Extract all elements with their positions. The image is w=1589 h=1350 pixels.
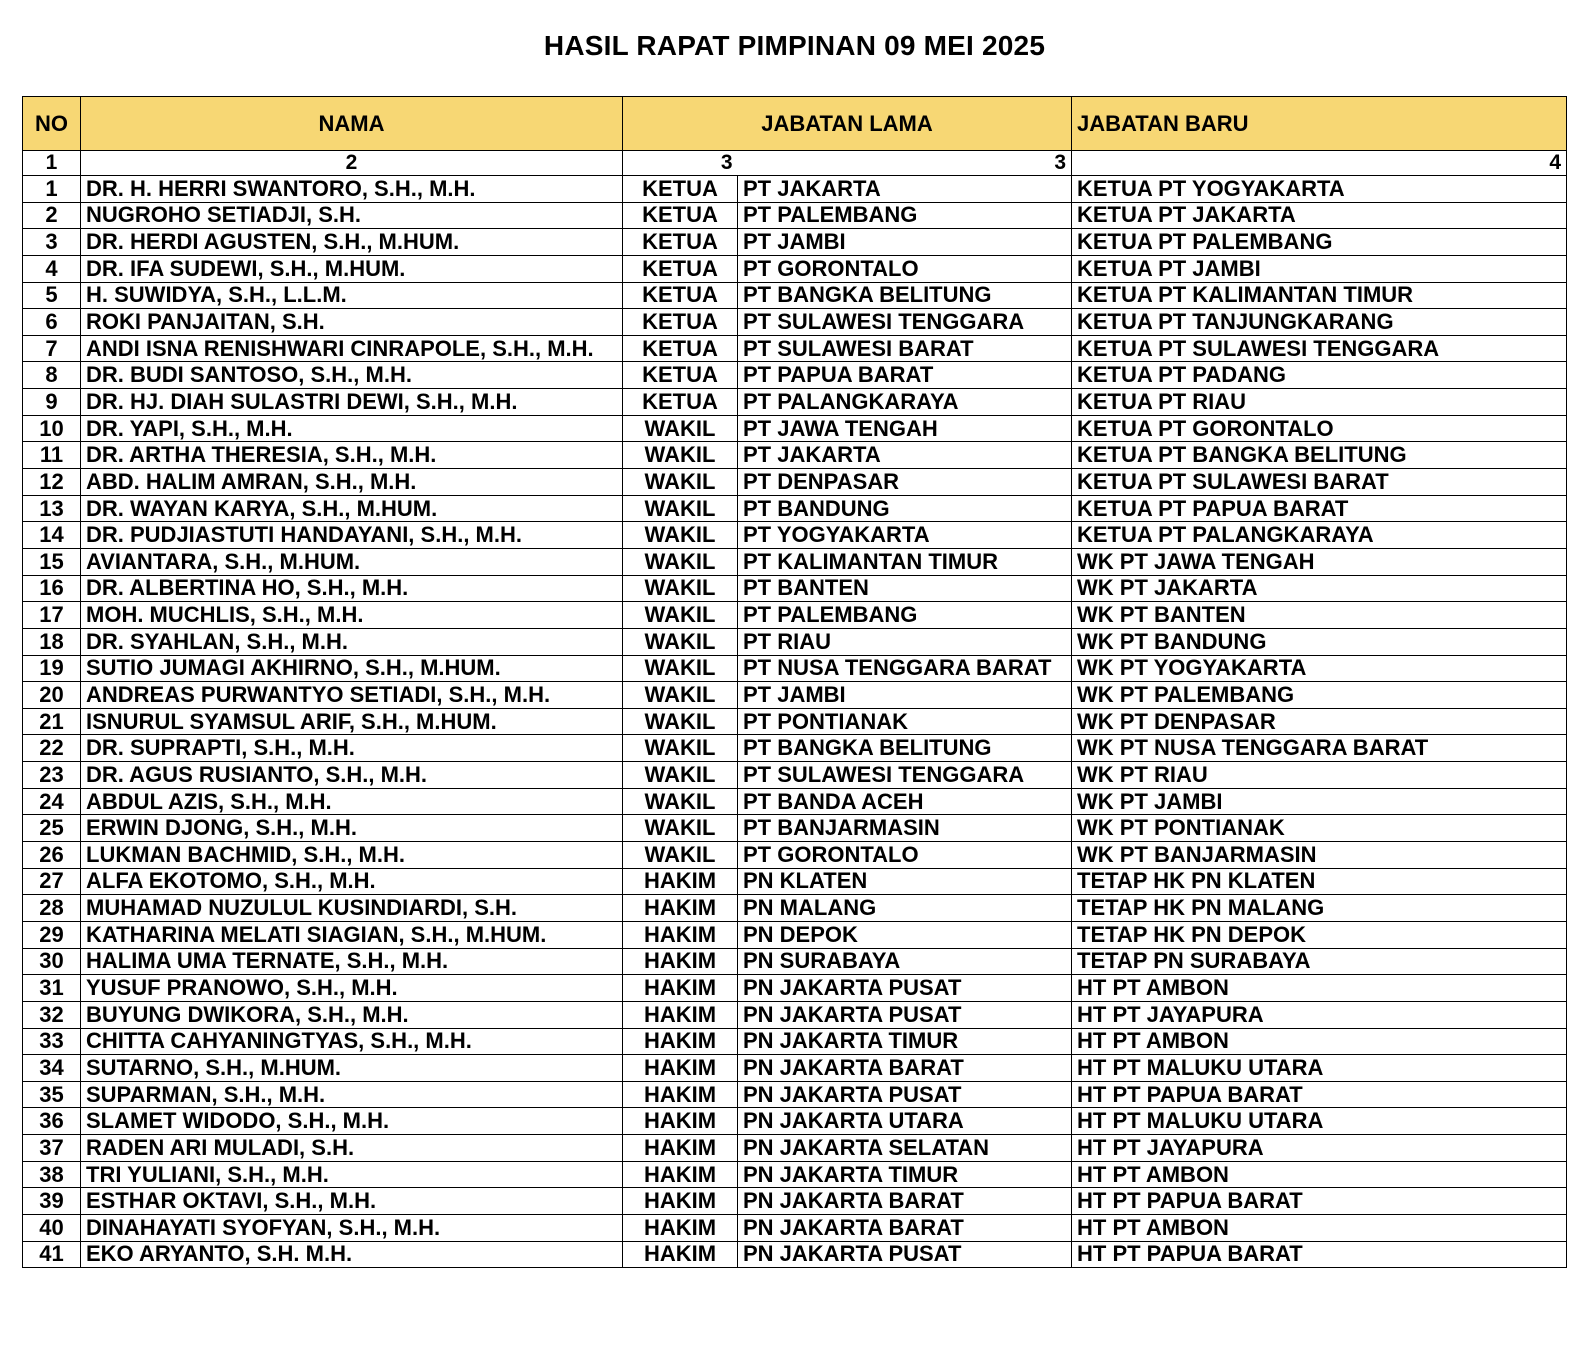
row-number: 10 — [23, 415, 81, 442]
old-office: PN JAKARTA PUSAT — [738, 1241, 1072, 1268]
old-office: PN JAKARTA PUSAT — [738, 1081, 1072, 1108]
old-position: KETUA — [623, 309, 738, 336]
new-position: WK PT JAMBI — [1072, 788, 1567, 815]
old-office: PT YOGYAKARTA — [738, 522, 1072, 549]
old-office: PN DEPOK — [738, 921, 1072, 948]
old-office: PT GORONTALO — [738, 842, 1072, 869]
table-row — [23, 948, 1567, 975]
row-number: 28 — [23, 895, 81, 922]
table-row — [23, 655, 1567, 682]
new-position: HT PT MALUKU UTARA — [1072, 1055, 1567, 1082]
old-office: PT JAKARTA — [738, 442, 1072, 469]
person-name: DR. PUDJIASTUTI HANDAYANI, S.H., M.H. — [81, 522, 623, 549]
new-position: KETUA PT SULAWESI TENGGARA — [1072, 335, 1567, 362]
new-position: HT PT JAYAPURA — [1072, 1001, 1567, 1028]
column-number: 1 — [23, 151, 81, 176]
old-office: PT JAMBI — [738, 229, 1072, 256]
person-name: DR. WAYAN KARYA, S.H., M.HUM. — [81, 495, 623, 522]
row-number: 39 — [23, 1188, 81, 1215]
old-office: PN JAKARTA TIMUR — [738, 1161, 1072, 1188]
old-office: PN JAKARTA TIMUR — [738, 1028, 1072, 1055]
old-office: PT DENPASAR — [738, 469, 1072, 496]
old-office: PT BANDA ACEH — [738, 788, 1072, 815]
old-office: PT PONTIANAK — [738, 708, 1072, 735]
new-position: KETUA PT GORONTALO — [1072, 415, 1567, 442]
person-name: KATHARINA MELATI SIAGIAN, S.H., M.HUM. — [81, 921, 623, 948]
person-name: DR. HJ. DIAH SULASTRI DEWI, S.H., M.H. — [81, 389, 623, 416]
new-position: WK PT DENPASAR — [1072, 708, 1567, 735]
row-number: 14 — [23, 522, 81, 549]
old-position: KETUA — [623, 255, 738, 282]
row-number: 3 — [23, 229, 81, 256]
new-position: TETAP HK PN DEPOK — [1072, 921, 1567, 948]
person-name: TRI YULIANI, S.H., M.H. — [81, 1161, 623, 1188]
old-position: HAKIM — [623, 1108, 738, 1135]
old-position: WAKIL — [623, 735, 738, 762]
old-office: PN JAKARTA PUSAT — [738, 1001, 1072, 1028]
person-name: ANDI ISNA RENISHWARI CINRAPOLE, S.H., M.H. — [81, 335, 623, 362]
table-row — [23, 735, 1567, 762]
row-number: 1 — [23, 176, 81, 203]
table-row — [23, 788, 1567, 815]
table-row — [23, 708, 1567, 735]
table-row — [23, 415, 1567, 442]
old-office: PN JAKARTA UTARA — [738, 1108, 1072, 1135]
row-number: 16 — [23, 575, 81, 602]
table-row — [23, 1161, 1567, 1188]
document-title: HASIL RAPAT PIMPINAN 09 MEI 2025 — [543, 30, 1046, 61]
person-name: BUYUNG DWIKORA, S.H., M.H. — [81, 1001, 623, 1028]
old-position: HAKIM — [623, 1241, 738, 1268]
row-number: 37 — [23, 1135, 81, 1162]
old-office: PT GORONTALO — [738, 255, 1072, 282]
row-number: 17 — [23, 602, 81, 629]
row-number: 11 — [23, 442, 81, 469]
old-office: PT JAMBI — [738, 682, 1072, 709]
table-row — [23, 389, 1567, 416]
row-number: 8 — [23, 362, 81, 389]
person-name: MOH. MUCHLIS, S.H., M.H. — [81, 602, 623, 629]
old-office: PN JAKARTA SELATAN — [738, 1135, 1072, 1162]
person-name: YUSUF PRANOWO, S.H., M.H. — [81, 975, 623, 1002]
new-position: WK PT BANTEN — [1072, 602, 1567, 629]
person-name: DR. ALBERTINA HO, S.H., M.H. — [81, 575, 623, 602]
new-position: WK PT JAWA TENGAH — [1072, 548, 1567, 575]
new-position: KETUA PT PALANGKARAYA — [1072, 522, 1567, 549]
person-name: LUKMAN BACHMID, S.H., M.H. — [81, 842, 623, 869]
person-name: ALFA EKOTOMO, S.H., M.H. — [81, 868, 623, 895]
old-position: HAKIM — [623, 1161, 738, 1188]
old-position: HAKIM — [623, 1001, 738, 1028]
new-position: KETUA PT JAKARTA — [1072, 202, 1567, 229]
person-name: HALIMA UMA TERNATE, S.H., M.H. — [81, 948, 623, 975]
row-number: 36 — [23, 1108, 81, 1135]
column-number: 4 — [1072, 151, 1567, 176]
row-number: 20 — [23, 682, 81, 709]
person-name: AVIANTARA, S.H., M.HUM. — [81, 548, 623, 575]
table-row — [23, 1188, 1567, 1215]
person-name: DR. ARTHA THERESIA, S.H., M.H. — [81, 442, 623, 469]
person-name: ANDREAS PURWANTYO SETIADI, S.H., M.H. — [81, 682, 623, 709]
old-position: KETUA — [623, 176, 738, 203]
new-position: WK PT PONTIANAK — [1072, 815, 1567, 842]
column-number: 2 — [81, 151, 623, 176]
new-position: HT PT AMBON — [1072, 1161, 1567, 1188]
new-position: KETUA PT JAMBI — [1072, 255, 1567, 282]
table-row — [23, 469, 1567, 496]
old-office: PT SULAWESI BARAT — [738, 335, 1072, 362]
person-name: DINAHAYATI SYOFYAN, S.H., M.H. — [81, 1214, 623, 1241]
old-position: HAKIM — [623, 1135, 738, 1162]
table-row — [23, 1055, 1567, 1082]
person-name: ERWIN DJONG, S.H., M.H. — [81, 815, 623, 842]
old-position: WAKIL — [623, 655, 738, 682]
new-position: HT PT AMBON — [1072, 975, 1567, 1002]
person-name: DR. HERDI AGUSTEN, S.H., M.HUM. — [81, 229, 623, 256]
old-position: KETUA — [623, 335, 738, 362]
table-row — [23, 842, 1567, 869]
row-number: 32 — [23, 1001, 81, 1028]
table-row — [23, 1001, 1567, 1028]
row-number: 7 — [23, 335, 81, 362]
old-office: PT SULAWESI TENGGARA — [738, 309, 1072, 336]
person-name: SUTARNO, S.H., M.HUM. — [81, 1055, 623, 1082]
new-position: HT PT JAYAPURA — [1072, 1135, 1567, 1162]
new-position: TETAP HK PN KLATEN — [1072, 868, 1567, 895]
old-position: WAKIL — [623, 815, 738, 842]
new-position: KETUA PT PALEMBANG — [1072, 229, 1567, 256]
old-office: PT BANTEN — [738, 575, 1072, 602]
table-row — [23, 176, 1567, 203]
table-row — [23, 762, 1567, 789]
table-row — [23, 229, 1567, 256]
new-position: WK PT BANDUNG — [1072, 628, 1567, 655]
table-row — [23, 362, 1567, 389]
header-jabatan-lama: JABATAN LAMA — [623, 97, 1072, 151]
table-row — [23, 682, 1567, 709]
old-position: KETUA — [623, 282, 738, 309]
old-office: PT JAKARTA — [738, 176, 1072, 203]
row-number: 27 — [23, 868, 81, 895]
table-row — [23, 522, 1567, 549]
person-name: SLAMET WIDODO, S.H., M.H. — [81, 1108, 623, 1135]
person-name: DR. SUPRAPTI, S.H., M.H. — [81, 735, 623, 762]
table-row — [23, 895, 1567, 922]
new-position: WK PT RIAU — [1072, 762, 1567, 789]
person-name: ROKI PANJAITAN, S.H. — [81, 309, 623, 336]
row-number: 9 — [23, 389, 81, 416]
row-number: 15 — [23, 548, 81, 575]
person-name: SUTIO JUMAGI AKHIRNO, S.H., M.HUM. — [81, 655, 623, 682]
row-number: 18 — [23, 628, 81, 655]
old-position: WAKIL — [623, 415, 738, 442]
row-number: 2 — [23, 202, 81, 229]
person-name: RADEN ARI MULADI, S.H. — [81, 1135, 623, 1162]
header-jabatan-baru: JABATAN BARU — [1072, 97, 1567, 151]
new-position: TETAP PN SURABAYA — [1072, 948, 1567, 975]
results-table — [22, 96, 1567, 1268]
old-position: WAKIL — [623, 842, 738, 869]
row-number: 4 — [23, 255, 81, 282]
table-row — [23, 1241, 1567, 1268]
old-position: WAKIL — [623, 548, 738, 575]
row-number: 31 — [23, 975, 81, 1002]
old-office: PT NUSA TENGGARA BARAT — [738, 655, 1072, 682]
row-number: 41 — [23, 1241, 81, 1268]
person-name: ABD. HALIM AMRAN, S.H., M.H. — [81, 469, 623, 496]
old-office: PT BANJARMASIN — [738, 815, 1072, 842]
row-number: 25 — [23, 815, 81, 842]
person-name: EKO ARYANTO, S.H. M.H. — [81, 1241, 623, 1268]
row-number: 38 — [23, 1161, 81, 1188]
new-position: KETUA PT BANGKA BELITUNG — [1072, 442, 1567, 469]
row-number: 30 — [23, 948, 81, 975]
table-row — [23, 335, 1567, 362]
old-position: WAKIL — [623, 522, 738, 549]
column-number: 3 — [623, 151, 738, 176]
new-position: HT PT MALUKU UTARA — [1072, 1108, 1567, 1135]
new-position: KETUA PT PAPUA BARAT — [1072, 495, 1567, 522]
old-position: KETUA — [623, 389, 738, 416]
row-number: 22 — [23, 735, 81, 762]
old-position: HAKIM — [623, 1214, 738, 1241]
new-position: KETUA PT KALIMANTAN TIMUR — [1072, 282, 1567, 309]
old-office: PN KLATEN — [738, 868, 1072, 895]
old-office: PN JAKARTA BARAT — [738, 1188, 1072, 1215]
old-position: HAKIM — [623, 975, 738, 1002]
row-number: 6 — [23, 309, 81, 336]
new-position: WK PT JAKARTA — [1072, 575, 1567, 602]
person-name: ISNURUL SYAMSUL ARIF, S.H., M.HUM. — [81, 708, 623, 735]
old-position: WAKIL — [623, 469, 738, 496]
old-office: PT PALANGKARAYA — [738, 389, 1072, 416]
person-name: NUGROHO SETIADJI, S.H. — [81, 202, 623, 229]
old-position: HAKIM — [623, 1028, 738, 1055]
old-office: PN SURABAYA — [738, 948, 1072, 975]
row-number: 40 — [23, 1214, 81, 1241]
new-position: KETUA PT TANJUNGKARANG — [1072, 309, 1567, 336]
table-row — [23, 1214, 1567, 1241]
person-name: DR. AGUS RUSIANTO, S.H., M.H. — [81, 762, 623, 789]
old-office: PT BANGKA BELITUNG — [738, 282, 1072, 309]
table-row — [23, 548, 1567, 575]
new-position: KETUA PT PADANG — [1072, 362, 1567, 389]
old-position: WAKIL — [623, 708, 738, 735]
old-position: WAKIL — [623, 762, 738, 789]
row-number: 21 — [23, 708, 81, 735]
old-office: PN JAKARTA BARAT — [738, 1055, 1072, 1082]
old-position: WAKIL — [623, 628, 738, 655]
new-position: TETAP HK PN MALANG — [1072, 895, 1567, 922]
old-position: HAKIM — [623, 921, 738, 948]
header-no: NO — [23, 97, 81, 151]
row-number: 33 — [23, 1028, 81, 1055]
row-number: 5 — [23, 282, 81, 309]
old-position: HAKIM — [623, 1055, 738, 1082]
row-number: 19 — [23, 655, 81, 682]
old-position: HAKIM — [623, 1188, 738, 1215]
old-office: PT JAWA TENGAH — [738, 415, 1072, 442]
old-office: PT PAPUA BARAT — [738, 362, 1072, 389]
old-position: HAKIM — [623, 895, 738, 922]
person-name: DR. YAPI, S.H., M.H. — [81, 415, 623, 442]
row-number: 34 — [23, 1055, 81, 1082]
column-number-row — [23, 151, 1567, 176]
person-name: CHITTA CAHYANINGTYAS, S.H., M.H. — [81, 1028, 623, 1055]
old-position: WAKIL — [623, 442, 738, 469]
row-number: 23 — [23, 762, 81, 789]
old-position: WAKIL — [623, 788, 738, 815]
new-position: KETUA PT SULAWESI BARAT — [1072, 469, 1567, 496]
table-row — [23, 628, 1567, 655]
old-office: PN JAKARTA PUSAT — [738, 975, 1072, 1002]
old-office: PN JAKARTA BARAT — [738, 1214, 1072, 1241]
old-position: KETUA — [623, 229, 738, 256]
old-position: HAKIM — [623, 1081, 738, 1108]
old-office: PT SULAWESI TENGGARA — [738, 762, 1072, 789]
old-office: PT KALIMANTAN TIMUR — [738, 548, 1072, 575]
old-position: HAKIM — [623, 868, 738, 895]
person-name: DR. BUDI SANTOSO, S.H., M.H. — [81, 362, 623, 389]
old-position: WAKIL — [623, 682, 738, 709]
header-row — [23, 97, 1567, 151]
old-position: KETUA — [623, 202, 738, 229]
new-position: HT PT AMBON — [1072, 1028, 1567, 1055]
table-row — [23, 309, 1567, 336]
old-office: PT BANDUNG — [738, 495, 1072, 522]
old-position: WAKIL — [623, 575, 738, 602]
new-position: HT PT PAPUA BARAT — [1072, 1241, 1567, 1268]
table-row — [23, 1081, 1567, 1108]
person-name: ABDUL AZIS, S.H., M.H. — [81, 788, 623, 815]
new-position: WK PT BANJARMASIN — [1072, 842, 1567, 869]
old-office: PT PALEMBANG — [738, 602, 1072, 629]
old-position: WAKIL — [623, 495, 738, 522]
table-row — [23, 202, 1567, 229]
person-name: MUHAMAD NUZULUL KUSINDIARDI, S.H. — [81, 895, 623, 922]
table-row — [23, 921, 1567, 948]
row-number: 26 — [23, 842, 81, 869]
old-office: PT PALEMBANG — [738, 202, 1072, 229]
row-number: 24 — [23, 788, 81, 815]
table-row — [23, 815, 1567, 842]
table-row — [23, 1108, 1567, 1135]
row-number: 35 — [23, 1081, 81, 1108]
person-name: DR. IFA SUDEWI, S.H., M.HUM. — [81, 255, 623, 282]
new-position: KETUA PT RIAU — [1072, 389, 1567, 416]
new-position: HT PT AMBON — [1072, 1214, 1567, 1241]
old-position: KETUA — [623, 362, 738, 389]
old-position: WAKIL — [623, 602, 738, 629]
old-office: PT RIAU — [738, 628, 1072, 655]
table-body — [23, 176, 1567, 1268]
new-position: WK PT PALEMBANG — [1072, 682, 1567, 709]
new-position: HT PT PAPUA BARAT — [1072, 1188, 1567, 1215]
table-row — [23, 1028, 1567, 1055]
person-name: SUPARMAN, S.H., M.H. — [81, 1081, 623, 1108]
table-row — [23, 282, 1567, 309]
row-number: 12 — [23, 469, 81, 496]
table-row — [23, 255, 1567, 282]
new-position: WK PT YOGYAKARTA — [1072, 655, 1567, 682]
person-name: ESTHAR OKTAVI, S.H., M.H. — [81, 1188, 623, 1215]
table-row — [23, 868, 1567, 895]
column-number: 3 — [738, 151, 1072, 176]
new-position: KETUA PT YOGYAKARTA — [1072, 176, 1567, 203]
table-row — [23, 442, 1567, 469]
new-position: WK PT NUSA TENGGARA BARAT — [1072, 735, 1567, 762]
row-number: 29 — [23, 921, 81, 948]
table-row — [23, 975, 1567, 1002]
old-position: HAKIM — [623, 948, 738, 975]
person-name: DR. SYAHLAN, S.H., M.H. — [81, 628, 623, 655]
row-number: 13 — [23, 495, 81, 522]
person-name: DR. H. HERRI SWANTORO, S.H., M.H. — [81, 176, 623, 203]
old-office: PN MALANG — [738, 895, 1072, 922]
table-row — [23, 602, 1567, 629]
table-row — [23, 575, 1567, 602]
new-position: HT PT PAPUA BARAT — [1072, 1081, 1567, 1108]
person-name: H. SUWIDYA, S.H., L.L.M. — [81, 282, 623, 309]
table-row — [23, 495, 1567, 522]
old-office: PT BANGKA BELITUNG — [738, 735, 1072, 762]
header-nama: NAMA — [81, 97, 623, 151]
table-row — [23, 1135, 1567, 1162]
